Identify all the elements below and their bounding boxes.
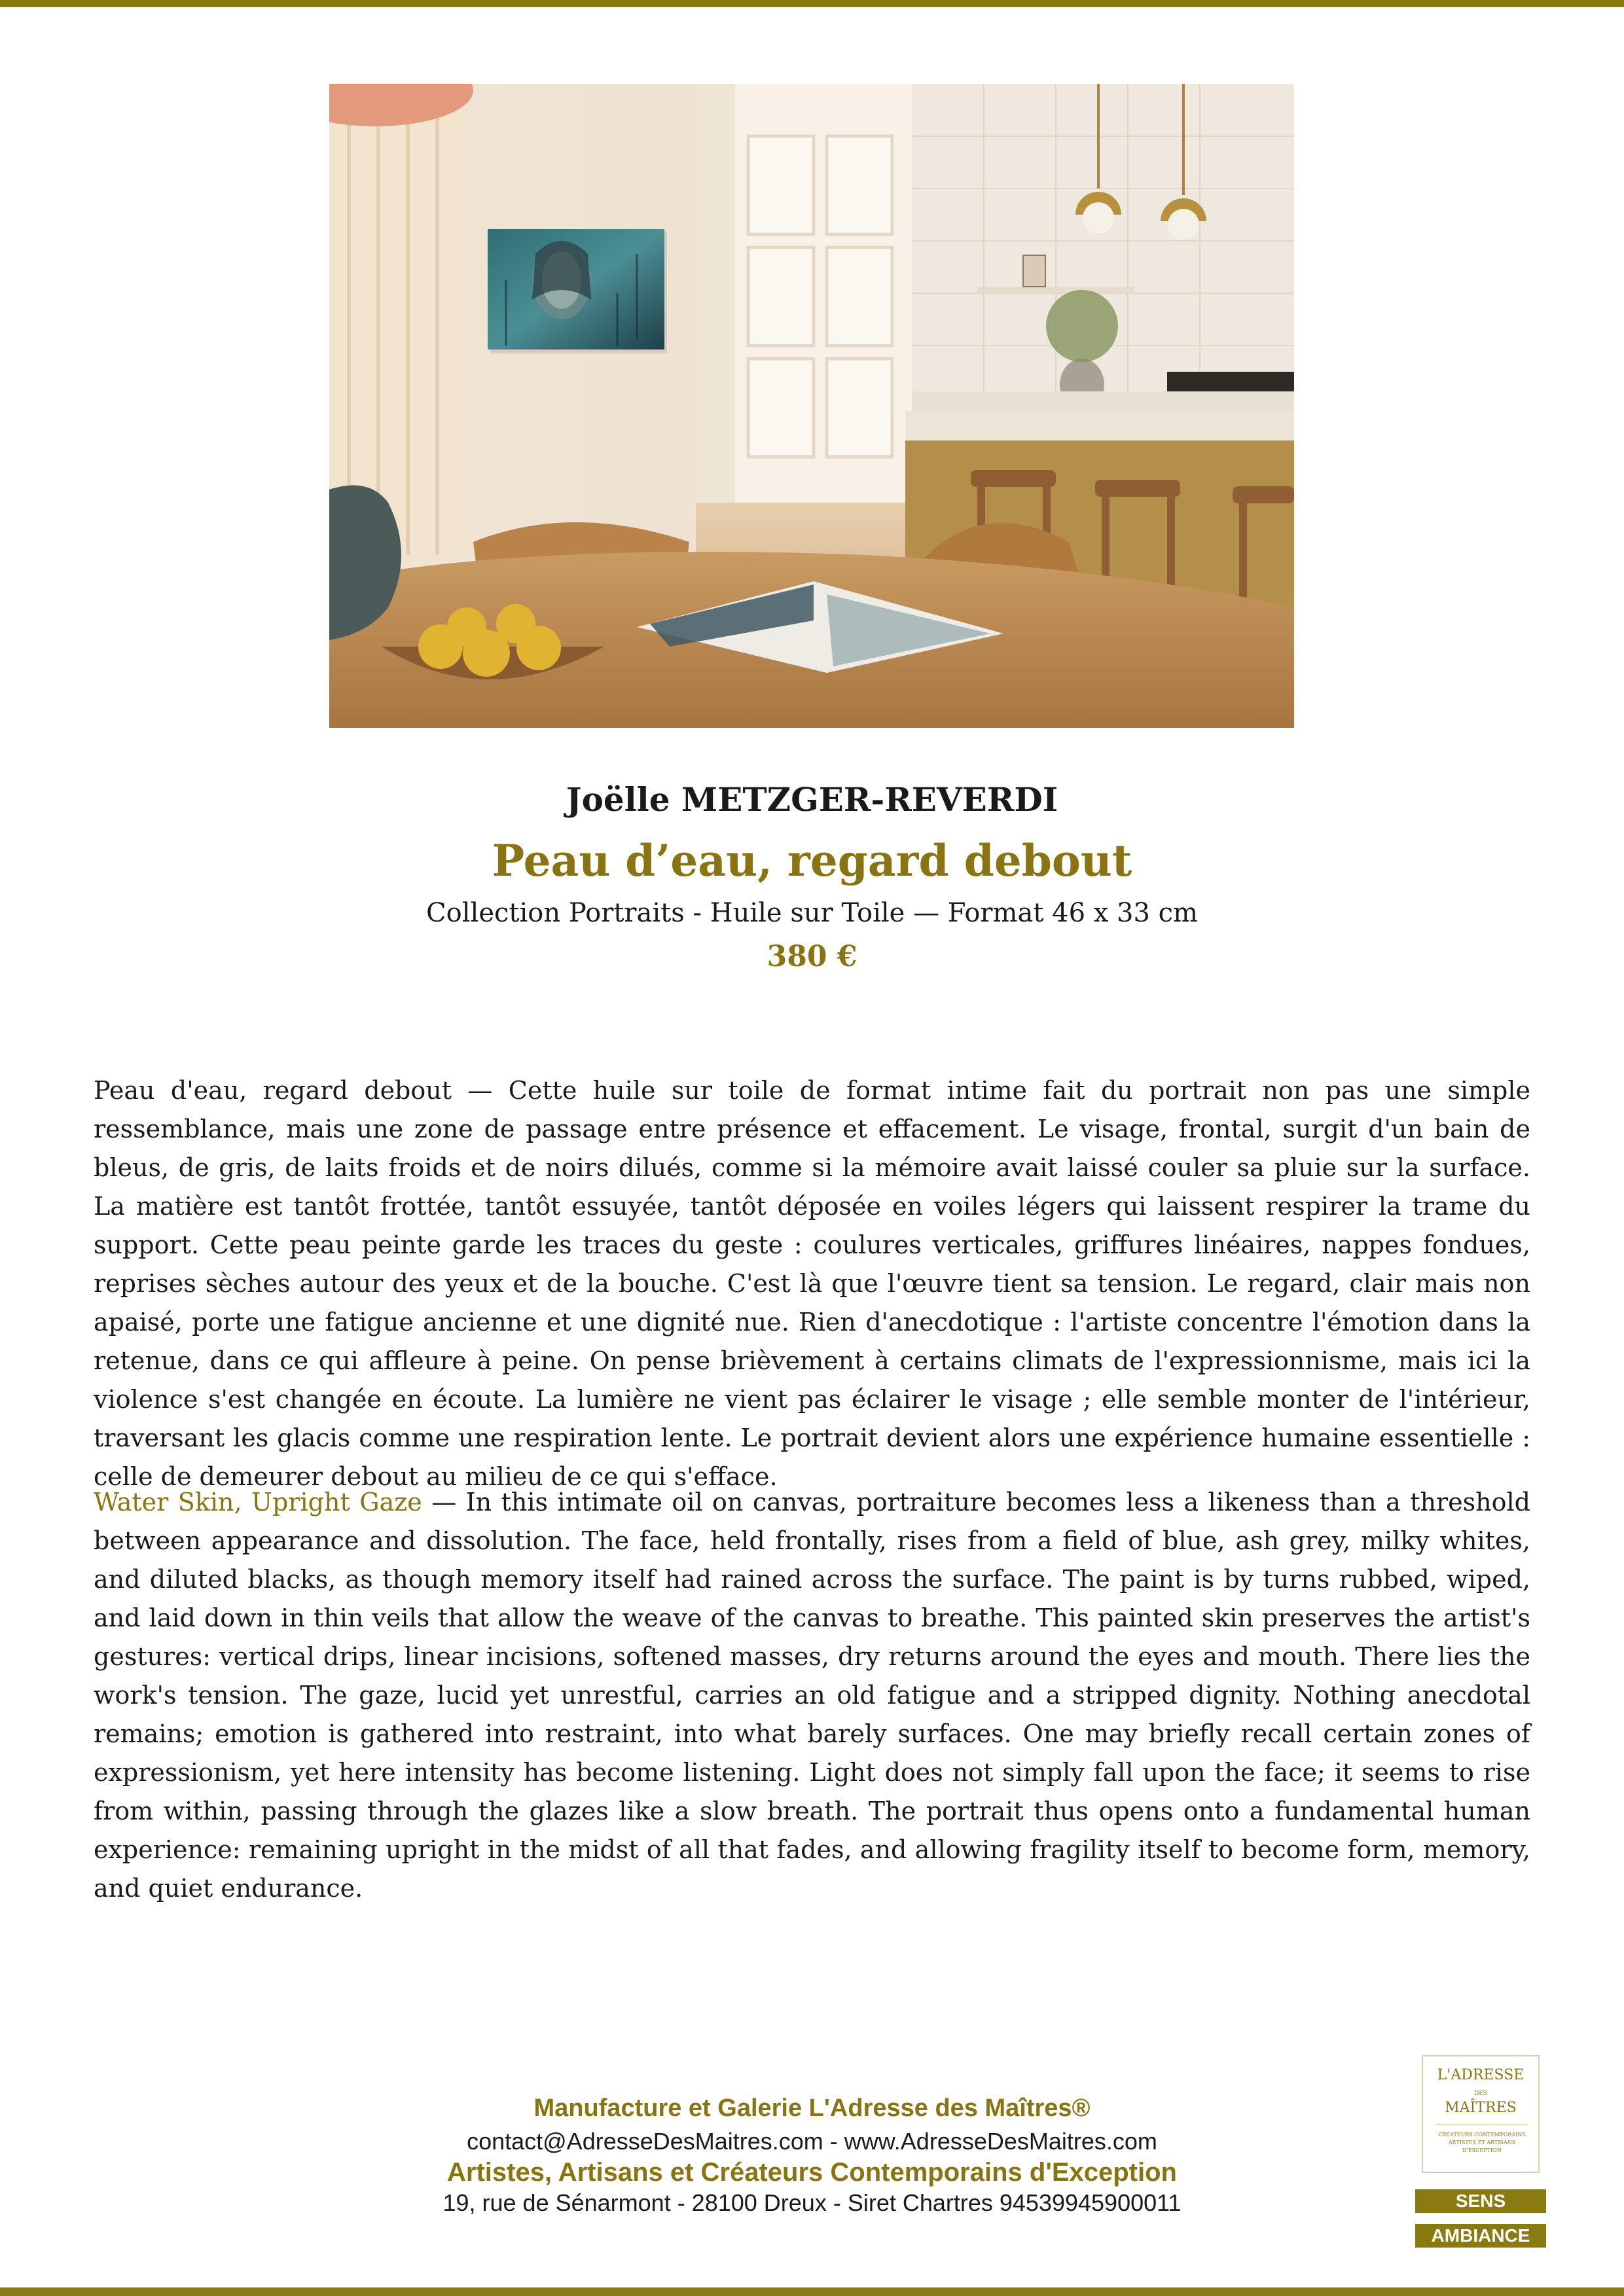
logo-line-1: L'ADRESSE xyxy=(1437,2067,1525,2083)
description-french: Peau d'eau, regard debout — Cette huile sur toile de format intime fait du portrait non pas une simple ressemblance, mais une zone de passage entre présence et effacement. Le visage, frontal, surgit d'un bain de bleus, de gris, de laits froids et de noirs dilués, comme si la mémoire avait laissé couler sa pluie sur la surface. La matière est tantôt frottée, tantôt essuyée, tantôt déposée en voiles légers qui laissent respirer la trame du support. Cette peau peinte garde les traces du geste : coulures verticales, griffures linéaires, nappes fondues, reprises sèches autour des yeux et de la bouche. C'est là que l'œuvre tient sa tension. Le regard, clair mais non apaisé, porte une fatigue ancienne et une dignité nue. Rien d'anecdotique : l'artiste concentre l'émotion dans la retenue, dans ce qui affleure à peine. On pense brièvement à certains climats de l'expressionnisme, mais ici la violence s'est changée en écoute. La lumière ne vient pas éclairer le visage ; elle semble monter de l'intérieur, traversant les glacis comme une respiration lente. Le portrait devient alors une expérience humaine essentielle : celle de demeurer debout au milieu de ce qui s'efface. xyxy=(94,1076,1530,1491)
footer-contact: contact@AdresseDesMaitres.com - www.AdresseDesMaitres.com xyxy=(467,2128,1157,2155)
footer-gallery-name: Manufacture et Galerie L'Adresse des Maîtres® xyxy=(533,2094,1091,2122)
badge-ambiance: AMBIANCE xyxy=(1415,2224,1546,2248)
description-english-title: Water Skin, Upright Gaze xyxy=(94,1488,422,1516)
description-english xyxy=(94,1483,1530,1908)
footer-address: 19, rue de Sénarmont - 28100 Dreux - Siret Chartres 94539945900011 xyxy=(442,2189,1182,2216)
artwork-interior-photo xyxy=(329,84,1294,728)
artwork-title: Peau d’eau, regard debout xyxy=(492,835,1132,886)
logo-line-2: DES xyxy=(1474,2090,1487,2097)
description-english-body: — In this intimate oil on canvas, portraiture becomes less a likeness than a threshold between appearance and dissolution. The face, held frontally, rises from a field of blue, ash grey, milky whites, and diluted blacks, as though memory itself had rained across the surface. The paint is by turns rubbed, wiped, and laid down in thin veils that allow the weave of the canvas to breathe. This painted skin preserves the artist's gestures: vertical drips, linear incisions, softened masses, dry returns around the eyes and mouth. There lies the work's tension. The gaze, lucid yet unrestful, carries an old fatigue and a stripped dignity. Nothing anecdotal remains; emotion is gathered into restraint, into what barely surfaces. One may briefly recall certain zones of expressionism, yet here intensity has become listening. Light does not simply fall upon the face; it seems to rise from within, passing through the glazes like a slow breath. The portrait thus opens onto a fundamental human experience: remaining upright in the midst of all that fades, and allowing fragility itself to become form, memory, and quiet endurance. xyxy=(94,1488,1530,1903)
artist-name: Joëlle METZGER-REVERDI xyxy=(566,780,1058,819)
badge-sens: SENS xyxy=(1415,2189,1546,2213)
logo-tagline: CRÉATEURS CONTEMPORAINS ARTISTES ET ARTISANS D'EXCEPTION xyxy=(1438,2132,1526,2153)
gallery-logo xyxy=(1422,2055,1540,2173)
artwork-details: Collection Portraits - Huile sur Toile — Format 46 x 33 cm xyxy=(426,898,1198,928)
artwork-price: 380 € xyxy=(767,940,857,973)
footer-tagline: Artistes, Artisans et Créateurs Contemporains d'Exception xyxy=(447,2158,1177,2187)
top-border xyxy=(0,0,1624,7)
bottom-border xyxy=(0,2287,1624,2296)
logo-line-3: MAÎTRES xyxy=(1445,2100,1517,2116)
